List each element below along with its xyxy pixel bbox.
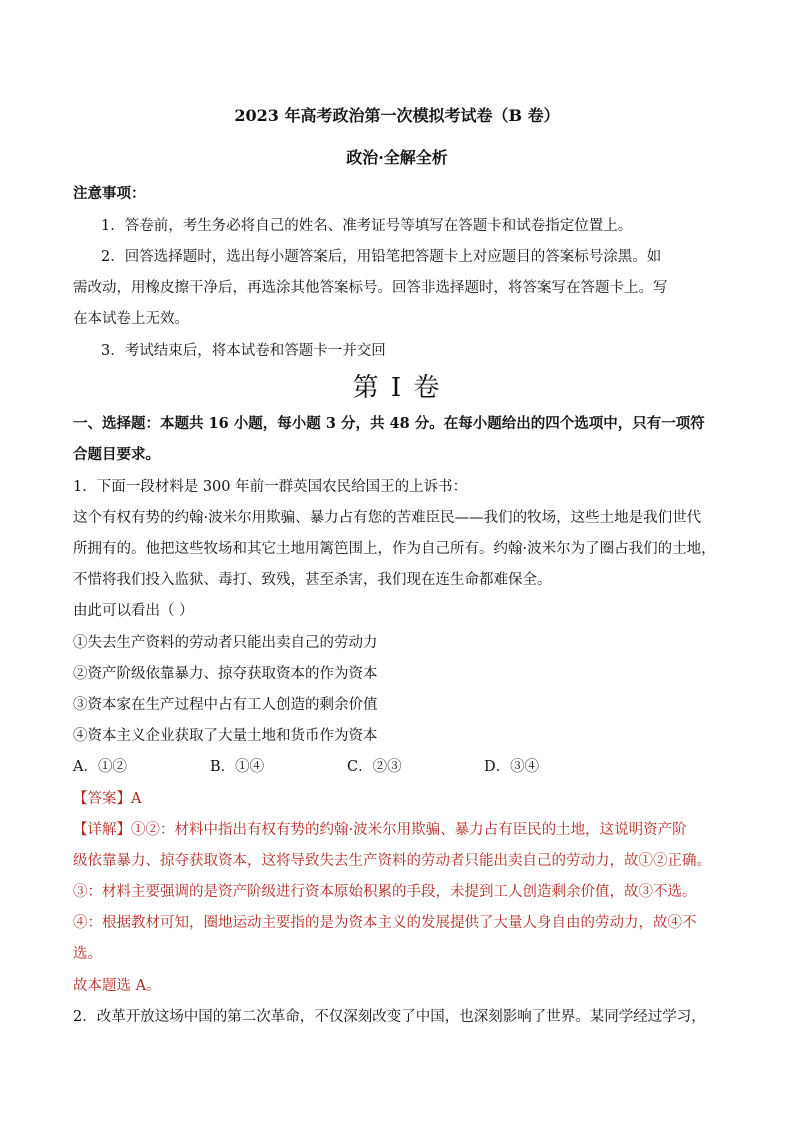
notice-item-2-end: 在本试卷上无效。 [73,311,189,327]
q1-explanation-4: ④：根据教材可知，圈地运动主要指的是为资本主义的发展提供了大量人身自由的劳动力，故④不 [73,915,697,931]
q1-option-a: A．①② [73,759,127,775]
q2-stem: 2．改革开放这场中国的第二次革命，不仅深刻改变了中国，也深刻影响了世界。某同学经过学习， [73,1009,706,1025]
q1-question: 由此可以看出（ ） [73,603,194,619]
exam-title: 2023 年高考政治第一次模拟考试卷（B 卷） [234,106,560,125]
q1-statement-3: ③资本家在生产过程中占有工人创造的剩余价值 [73,697,378,713]
q1-stem: 1．下面一段材料是 300 年前一群英国农民给国王的上诉书： [73,479,468,495]
notice-item-2: 2．回答选择题时，选出每小题答案后，用铅笔把答题卡上对应题目的答案标号涂黑。如 [101,249,662,265]
section-juan-heading: 第 I 卷 [352,373,442,403]
section-intro-cont: 合题目要求。 [73,446,160,463]
q1-material-3: 不惜将我们投入监狱、毒打、致残，甚至杀害，我们现在连生命都难保全。 [73,572,552,588]
q1-explanation-2: 级依靠暴力、掠夺获取资本，这将导致失去生产资料的劳动者只能出卖自己的劳动力，故①②正确。 [73,853,711,869]
q1-explanation-1: 【详解】①②：材料中指出有权有势的约翰·波米尔用欺骗、暴力占有臣民的土地，这说明资产阶 [73,822,687,838]
q1-material-2: 所拥有的。他把这些牧场和其它土地用篱笆围上，作为自己所有。约翰·波米尔为了圈占我们的土地， [73,541,716,557]
q1-statement-4: ④资本主义企业获取了大量土地和货币作为资本 [73,728,378,744]
notice-heading: 注意事项： [73,186,146,202]
q1-answer: 【答案】A [73,791,142,807]
q1-option-d: D．③④ [484,759,540,775]
q1-material-1: 这个有权有势的约翰·波米尔用欺骗、暴力占有您的苦难臣民——我们的牧场，这些土地是我们世代 [73,510,702,526]
q1-statement-1: ①失去生产资料的劳动者只能出卖自己的劳动力 [73,635,378,651]
q1-statement-2: ②资产阶级依靠暴力、掠夺获取资本的作为资本 [73,666,378,682]
q1-option-b: B．①④ [210,759,265,775]
exam-subtitle: 政治·全解全析 [346,148,448,167]
notice-item-3: 3．考试结束后，将本试卷和答题卡一并交回 [101,343,386,359]
notice-item-2-cont: 需改动，用橡皮擦干净后，再选涂其他答案标号。回答非选择题时，将答案写在答题卡上。写 [73,280,668,296]
notice-item-1: 1．答卷前，考生务必将自己的姓名、准考证号等填写在答题卡和试卷指定位置上。 [101,218,633,234]
q1-options [73,757,723,777]
q1-explanation-5: 选。 [73,946,102,962]
q1-explanation-3: ③：材料主要强调的是资产阶级进行资本原始积累的手段，未提到工人创造剩余价值，故③不选。 [73,884,697,900]
q1-option-c: C．②③ [347,759,402,775]
section-intro: 一、选择题：本题共 16 小题，每小题 3 分，共 48 分。在每小题给出的四个选项中，只有一项符 [73,415,705,432]
q1-conclusion: 故本题选 A。 [73,978,161,994]
